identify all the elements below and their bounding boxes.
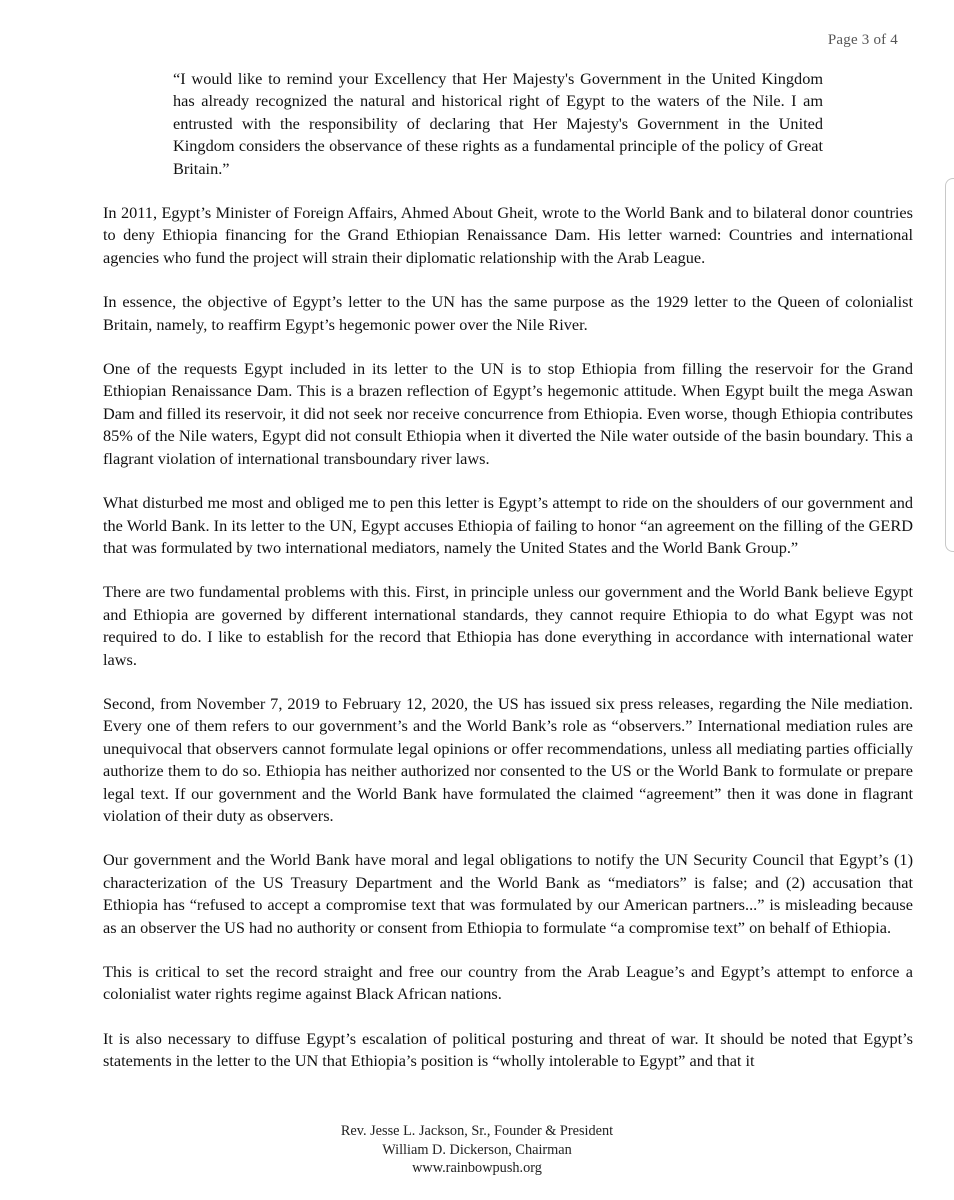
footer-founder: Rev. Jesse L. Jackson, Sr., Founder & President (340, 1123, 614, 1139)
page-number: Page 3 of 4 (827, 32, 898, 48)
paragraph-diffuse-escalation: It is also necessary to diffuse Egypt’s escalation of political posturing and threat of war. It should be noted that Egypt’s statements in the letter to the UN that Ethiopia’s position is “wholly intolerable to Egypt” and that it (103, 1028, 913, 1071)
paragraph-reservoir-request: One of the requests Egypt included in its letter to the UN is to stop Ethiopia from filling the reservoir for the Grand Ethiopian Renaissance Dam. This is a brazen reflection of Egypt’s hegemonic attitude. When Egypt built the mega Aswan Dam and filled its reservoir, it did not seek nor receive concurrence from Ethiopia. Even worse, though Ethiopia contributes 85% of the Nile waters, Egypt did not consult Ethiopia when it diverted the Nile water outside of the basin boundary. This a flagrant violation of international transboundary river laws. (103, 359, 913, 468)
footer-chairman: William D. Dickerson, Chairman (382, 1141, 572, 1158)
paragraph-set-record-straight: This is critical to set the record straight and free our country from the Arab League’s and Egypt’s attempt to enforce a colonialist water rights regime against Black African nations. (103, 962, 913, 1004)
footer-website[interactable]: www.rainbowpush.org (412, 1160, 542, 1177)
paragraph-world-bank-shoulders: What disturbed me most and obliged me to pen this letter is Egypt’s attempt to ride on the shoulders of our government and the World Bank. In its letter to the UN, Egypt accuses Ethiopia of failing to honor “an agreement on the filling of the GERD that was formulated by two international mediators, namely the United States and the World Bank Group.” (103, 493, 913, 557)
block-quote: “I would like to remind your Excellency that Her Majesty's Government in the United Kingdom has already recognized the natural and historical right of Egypt to the waters of the Nile. I am entrusted with the responsibility of declaring that Her Majesty's Government in the United Kingdom considers the observance of these rights as a fundamental principle of the policy of Great Britain.” (173, 69, 823, 178)
letter-body (103, 68, 913, 1073)
scrollbar-handle[interactable] (945, 178, 954, 552)
paragraph-2011-letter: In 2011, Egypt’s Minister of Foreign Affairs, Ahmed About Gheit, wrote to the World Bank and to bilateral donor countries to deny Ethiopia financing for the Grand Ethiopian Renaissance Dam. His letter warned: Countries and international agencies who fund the project will strain their diplomatic relationship with the Arab League. (103, 203, 913, 267)
letterhead-footer (0, 1122, 954, 1178)
paragraph-objective: In essence, the objective of Egypt’s letter to the UN has the same purpose as the 1929 letter to the Queen of colonialist Britain, namely, to reaffirm Egypt’s hegemonic power over the Nile River. (103, 292, 913, 334)
paragraph-two-problems: There are two fundamental problems with this. First, in principle unless our government and the World Bank believe Egypt and Ethiopia are governed by different international standards, they cannot require Ethiopia to do what Egypt was not required to do. I like to establish for the record that Ethiopia has done everything in accordance with international water laws. (103, 582, 913, 669)
paragraph-press-releases: Second, from November 7, 2019 to February 12, 2020, the US has issued six press releases, regarding the Nile mediation. Every one of them refers to our government’s and the World Bank’s role as “observers.” International mediation rules are unequivocal that observers cannot formulate legal opinions or offer recommendations, unless all mediating parties officially authorize them to do so. Ethiopia has neither authorized nor consented to the US or the World Bank to formulate or prepare legal text. If our government and the World Bank have formulated the claimed “agreement” then it was done in flagrant violation of their duty as observers. (103, 693, 913, 825)
paragraph-obligations: Our government and the World Bank have moral and legal obligations to notify the UN Security Council that Egypt’s (1) characterization of the US Treasury Department and the World Bank as “mediators” is false; and (2) accusation that Ethiopia has “refused to accept a compromise text that was formulated by our American partners...” is misleading because as an observer the US had no authority or consent from Ethiopia to formulate “a compromise text” on behalf of Ethiopia. (103, 850, 913, 937)
